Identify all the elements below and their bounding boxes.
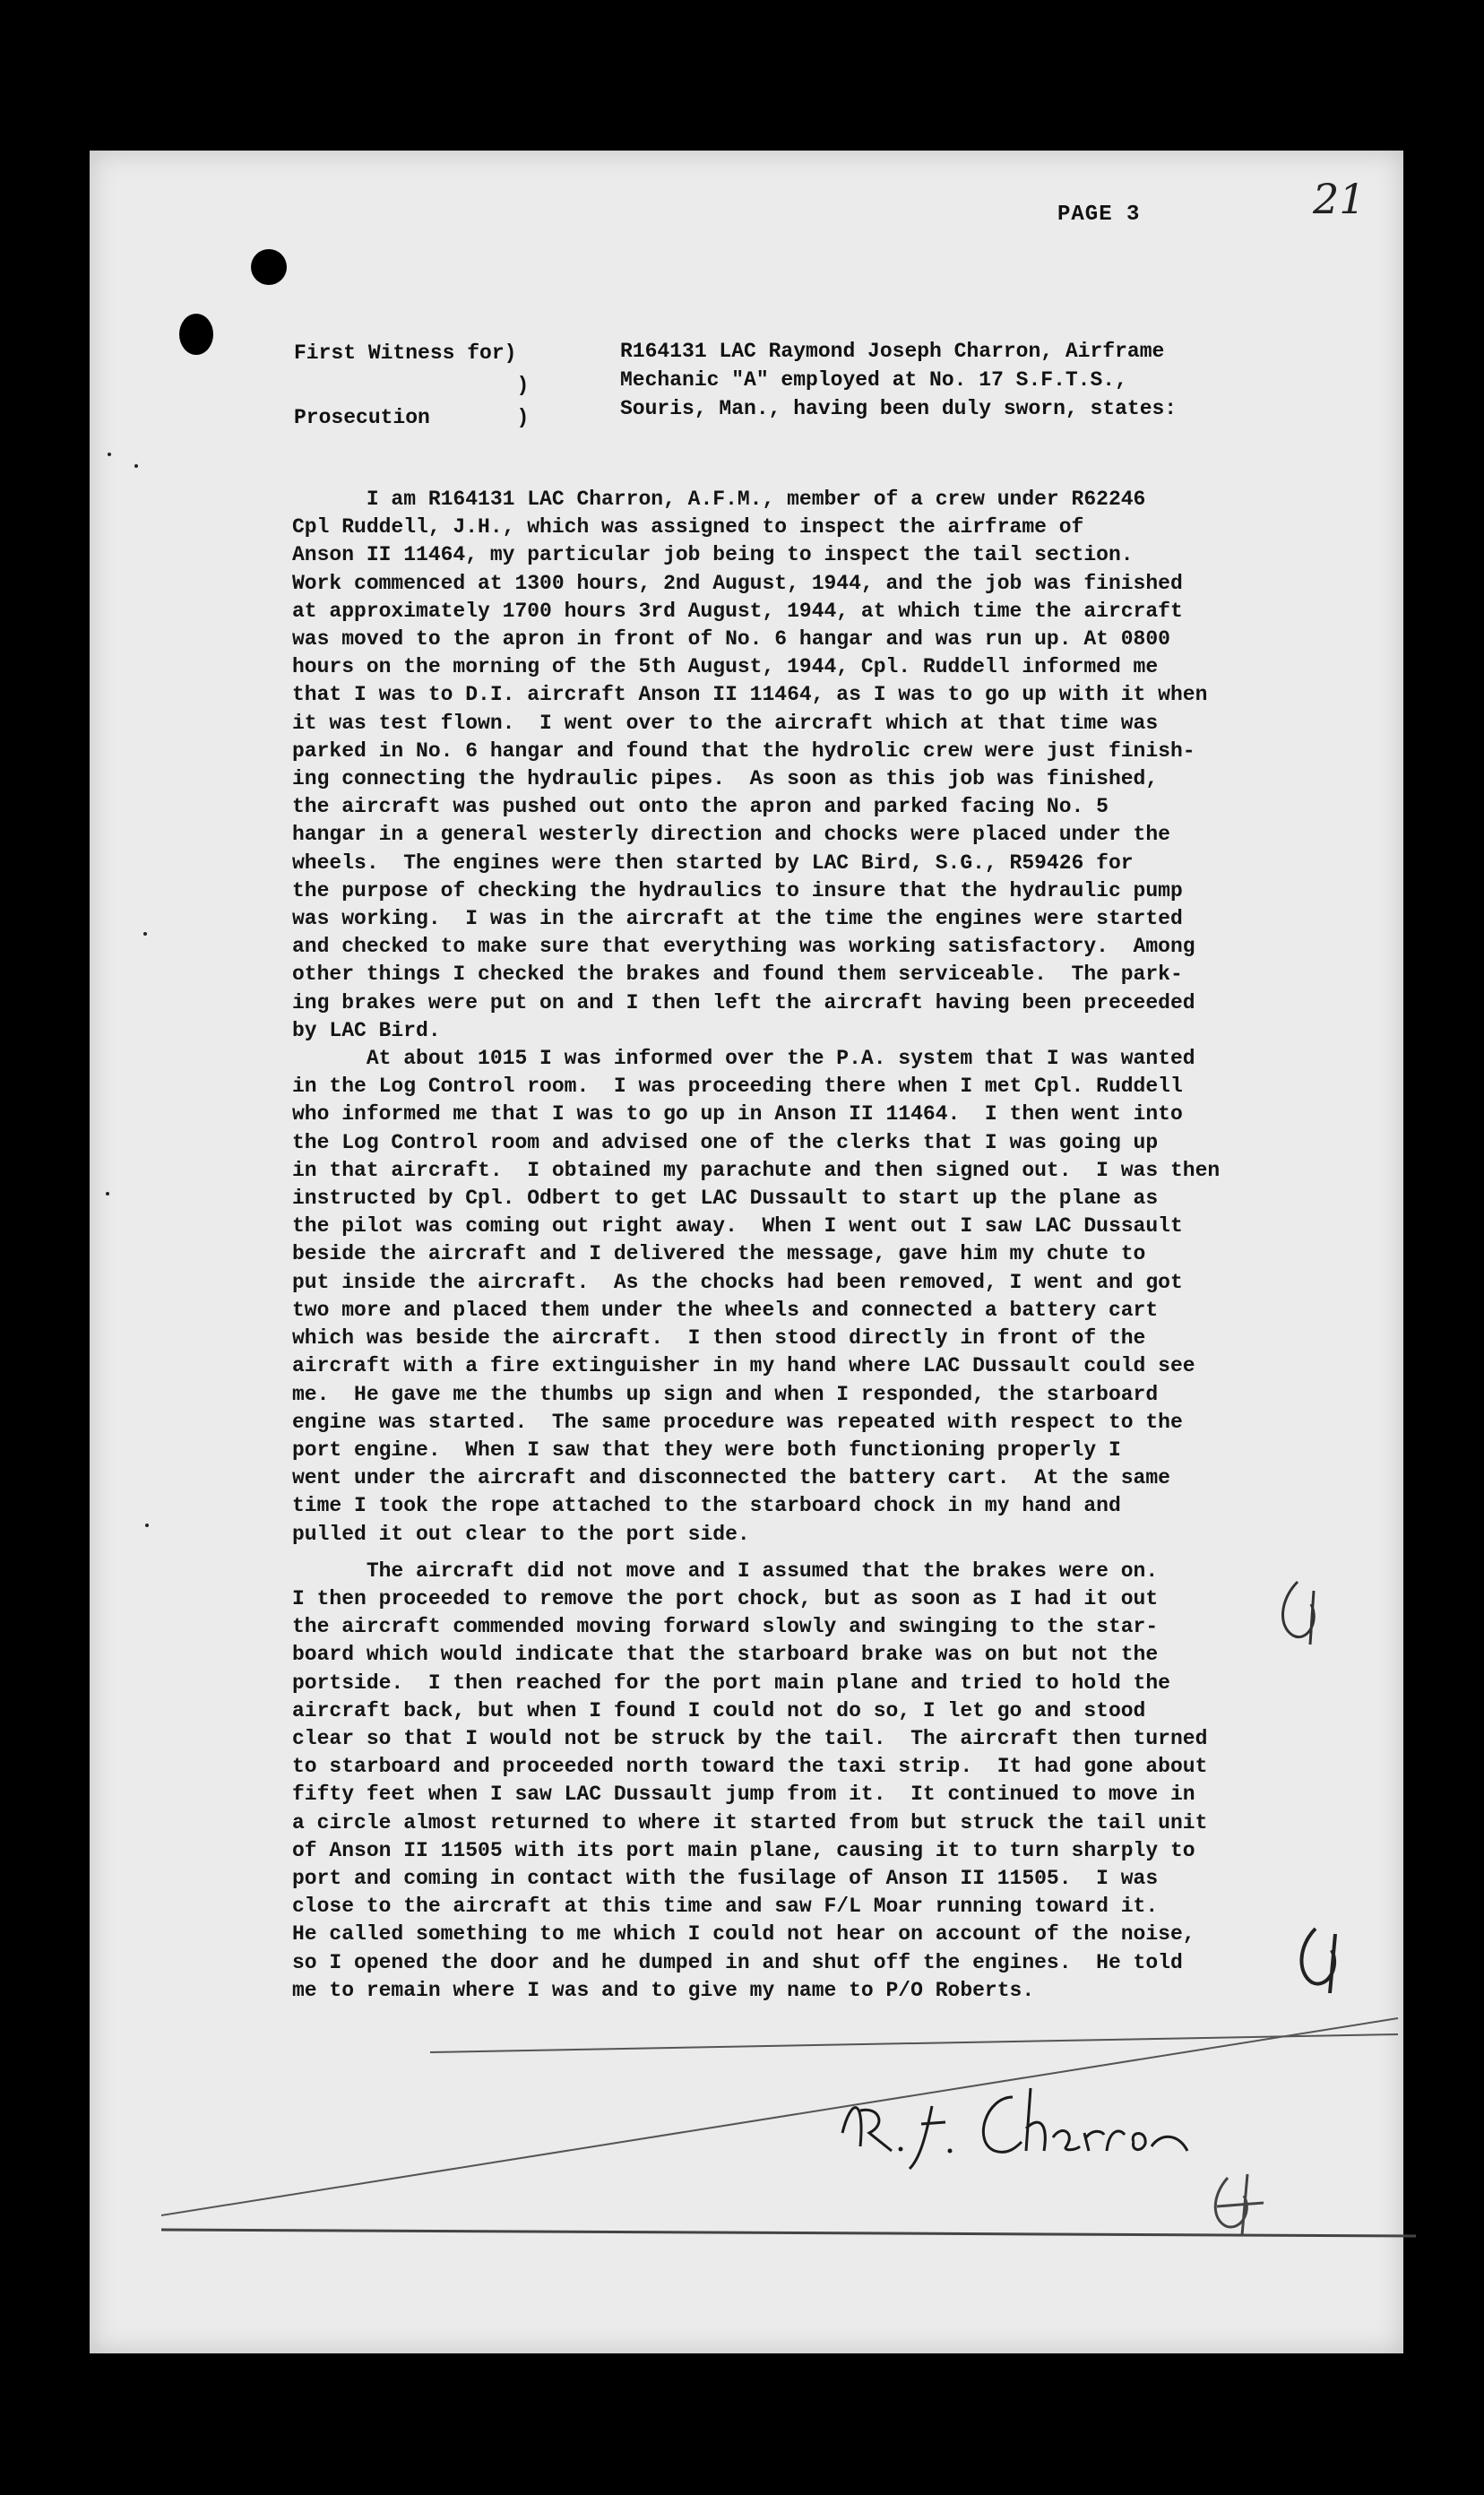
witness-label: First Witness for) ) Prosecution ) bbox=[294, 341, 530, 429]
punch-hole bbox=[251, 249, 287, 285]
stray-mark bbox=[106, 1192, 109, 1196]
punch-hole bbox=[179, 314, 213, 355]
folio-number: 21 bbox=[1313, 175, 1366, 223]
signature-icon bbox=[824, 2061, 1201, 2178]
statement-paragraph: The aircraft did not move and I assumed that the brakes were on. I then proceeded to remove the port chock, but as soon as I had it out the aircraft commended moving forward slowly and swinging to the star- board which would indicate that the starboard brake was on but not the portside. I then reached for the port main plane and tried to hold the aircraft back, but when I found I could not do so, I let go and stood clear so that I would not be struck by the tail. The aircraft then turned to starboard and proceeded north toward the taxi strip. It had gone about fifty feet when I saw LAC Dussault jump from it. It continued to move in a circle almost returned to where it started from but struck the tail unit of Anson II 11505 with its port main plane, causing it to turn sharply to port and coming in contact with the fusilage of Anson II 11505. I was close to the aircraft at this time and saw F/L Moar running toward it. He called something to me which I could not hear on account of the noise, so I opened the door and he dumped in and shut off the engines. He told me to remain where I was and to give my name to P/O Roberts. bbox=[292, 1558, 1208, 2002]
stray-mark bbox=[108, 453, 111, 456]
witness-details: R164131 LAC Raymond Joseph Charron, Airframe Mechanic "A" employed at No. 17 S.F.T.S., Souris, Man., having been duly sworn, states: bbox=[620, 340, 1178, 420]
statement-paragraph: At about 1015 I was informed over the P.A. system that I was wanted in the Log Control room. I was proceeding there when I met Cpl. Ruddell who informed me that I was to go up in Anson II 11464. I then went into the Log Control room and advised one of the clerks that I was going up in that aircraft. I obtained my parachute and then signed out. I was then instructed by Cpl. Odbert to get LAC Dussault to start up the plane as the pilot was coming out right away. When I went out I saw LAC Dussault beside the aircraft and I delivered the message, gave him my chute to put inside the aircraft. As the chocks had been removed, I went and got two more and placed them under the wheels and connected a battery cart which was beside the aircraft. I then stood directly in front of the aircraft with a fire extinguisher in my hand where LAC Dussault could see me. He gave me the thumbs up sign and when I responded, the starboard engine was started. The same procedure was repeated with respect to the port engine. When I saw that they were both functioning properly I went under the aircraft and disconnected the battery cart. At the same time I took the rope attached to the starboard chock in my hand and pulled it out clear to the port side. bbox=[292, 1047, 1221, 1546]
statement-body bbox=[292, 486, 1332, 2005]
stray-mark bbox=[143, 932, 147, 936]
signature-area bbox=[161, 2016, 1416, 2249]
page-number: PAGE 3 bbox=[1057, 203, 1141, 227]
stray-mark bbox=[145, 1524, 149, 1527]
statement-paragraph: I am R164131 LAC Charron, A.F.M., member of a crew under R62246 Cpl Ruddell, J.H., which was assigned to inspect the airframe of Anson II 11464, my particular job being to inspect the tail section. Work commenced at 1300 hours, 2nd August, 1944, and the job was finished at approximately 1700 hours 3rd August, 1944, at which time the aircraft was moved to the apron in front of No. 6 hangar and was run up. At 0800 hours on the morning of the 5th August, 1944, Cpl. Ruddell informed me that I was to D.I. aircraft Anson II 11464, as I was to go up with it when it was test flown. I went over to the aircraft which at that time was parked in No. 6 hangar and found that the hydrolic crew were just finish- ing connecting the hydraulic pipes. As soon as this job was finished, the aircraft was pushed out onto the apron and parked facing No. 5 hangar in a general westerly direction and chocks were placed under the wheels. The engines were then started by LAC Bird, S.G., R59426 for the purpose of checking the hydraulics to insure that the hydraulic pump was working. I was in the aircraft at the time the engines were started and checked to make sure that everything was working satisfactory. Among other things I checked the brakes and found them serviceable. The park- ing brakes were put on and I then left the aircraft having been preceeded by LAC Bird. bbox=[292, 488, 1208, 1042]
margin-initials bbox=[1290, 1918, 1353, 1999]
margin-initials bbox=[1271, 1573, 1333, 1653]
stray-mark bbox=[134, 464, 138, 468]
